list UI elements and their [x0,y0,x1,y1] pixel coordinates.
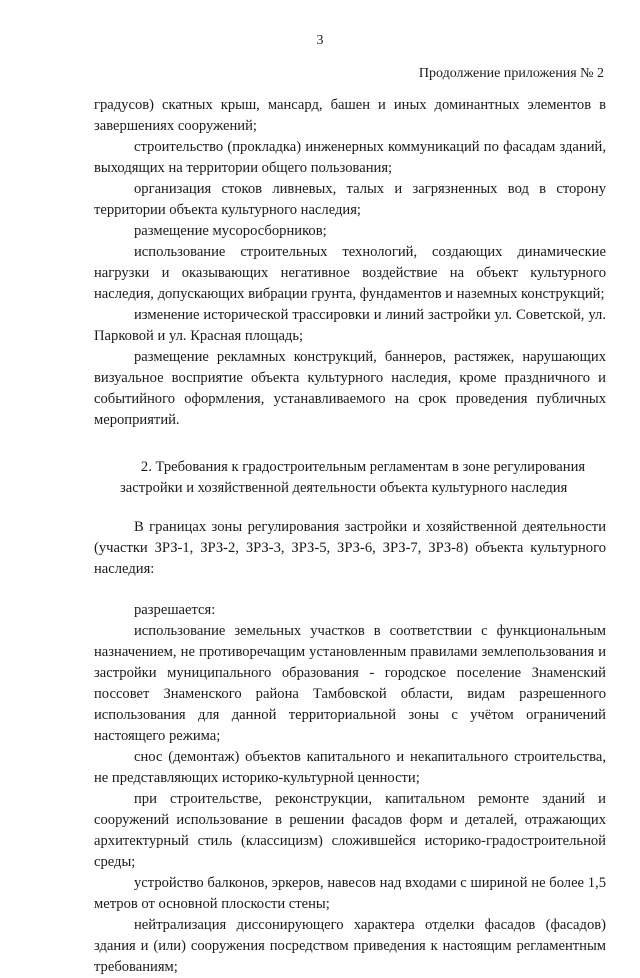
paragraph: снос (демонтаж) объектов капитального и некапитального строительства, не представляющих историко-культурной ценности; [94,749,606,786]
spacer [94,580,606,600]
paragraph: размещение рекламных конструкций, баннеров, растяжек, нарушающих визуальное восприятие объекта культурного наследия, кроме праздничного и событийного оформления, устанавливаемого на срок проведения публичных мероприятий. [94,349,606,428]
allowed-label: разрешается: [134,602,216,618]
paragraph: устройство балконов, эркеров, навесов над входами с шириной не более 1,5 метров от основной плоскости стены; [94,875,606,912]
paragraph: градусов) скатных крыш, мансард, башен и иных доминантных элементов в завершениях сооружений; [94,97,606,134]
paragraph: организация стоков ливневых, талых и загрязненных вод в сторону территории объекта культурного наследия; [94,181,606,218]
paragraph: изменение исторической трассировки и линий застройки ул. Советской, ул. Парковой и ул. Красная площадь; [94,307,606,344]
paragraph: при строительстве, реконструкции, капитальном ремонте зданий и сооружений использование в решении фасадов форм и деталей, отражающих архитектурный стиль (классицизм) сложившейся историко-градостроительной среды; [94,791,606,870]
section-heading: 2. Требования к градостроительным регламентам в зоне регулирования застройки и хозяйственной деятельности объекта культурного наследия [120,459,586,496]
zone-intro: В границах зоны регулирования застройки и хозяйственной деятельности (участки ЗРЗ-1, ЗРЗ-2, ЗРЗ-3, ЗРЗ-5, ЗРЗ-6, ЗРЗ-7, ЗРЗ-8) объекта культурного наследия: [94,519,606,577]
paragraph: строительство (прокладка) инженерных коммуникаций по фасадам зданий, выходящих на территории общего пользования; [94,139,606,176]
page-number: 3 [316,33,324,48]
paragraph: использование земельных участков в соответствии с функциональным назначением, не противоречащим установленным правилами землепользования и застройки муниципального образования - городское поселение Знаменский поссовет Знаменского района Тамбовской области, видам разрешенного использования для данной территориальной зоны с учётом ограничений настоящего режима; [94,623,606,744]
paragraph: использование строительных технологий, создающих динамические нагрузки и оказывающих негативное воздействие на объект культурного наследия, допускающих вибрации грунта, фундаментов и наземных конструкций; [94,244,606,302]
paragraph: нейтрализация диссонирующего характера отделки фасадов (фасадов) здания и (или) сооружения посредством приведения к настоящим регламентным требованиям; [94,917,606,975]
document-body [94,95,606,978]
appendix-note: Продолжение приложения № 2 [418,66,604,81]
paragraph: размещение мусоросборников; [134,223,327,239]
